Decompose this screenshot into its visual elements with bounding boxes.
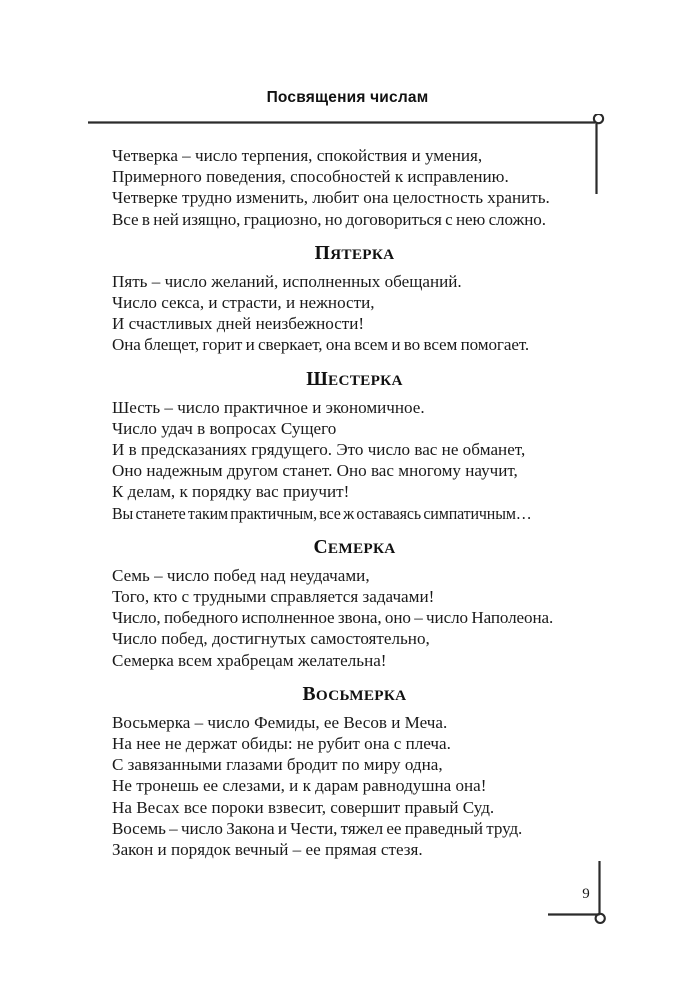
heading-initial: П: [314, 242, 331, 264]
poem-line: Шесть – число практичное и экономичное.: [112, 397, 425, 417]
page-number: 9: [582, 886, 590, 902]
stanza-chetverka: [112, 145, 597, 230]
spacer: [112, 671, 597, 678]
spacer: [112, 230, 597, 237]
heading-rest: ЕСТЕРКА: [328, 371, 403, 389]
poem-line: Пять – число желаний, исполненных обещаний.: [112, 271, 462, 291]
poem-line: Семь – число побед над неудачами,: [112, 565, 370, 585]
heading-rest: ЯТЕРКА: [330, 245, 395, 263]
poem-line: Четверка – число терпения, спокойствия и умения,: [112, 146, 483, 165]
spacer: [112, 356, 597, 363]
poem-line: Число удач в вопросах Сущего: [112, 418, 337, 438]
poem-line: Число, победного исполненное звона, оно – число Наполеона.: [112, 608, 554, 628]
poem-line: К делам, к порядку вас приучит!: [112, 482, 350, 502]
poem-line: И счастливых дней неизбежности!: [112, 314, 365, 334]
poem-line: На нее не держат обиды: не рубит она с плеча.: [112, 734, 451, 754]
poem-line: Все в ней изящно, грациозно, но договориться с нею сложно.: [112, 209, 546, 229]
stanza-pyaterka: [112, 271, 597, 356]
section-heading-semerka: [112, 537, 597, 559]
poem-line: С завязанными глазами бродит по миру одна,: [112, 755, 443, 775]
heading-rest: ЕМЕРКА: [327, 539, 396, 557]
spacer: [112, 524, 597, 531]
stanza-shesterka: [112, 397, 597, 524]
section-heading-shesterka: [112, 369, 597, 391]
poem-line: Четверке трудно изменить, любит она целостность хранить.: [112, 188, 550, 208]
heading-rest: ОСЬМЕРКА: [315, 686, 407, 704]
poem-line: Вы станете таким практичным, все ж оставаясь симпатичным…: [112, 503, 532, 523]
poem-line: Семерка всем храбрецам желательна!: [112, 650, 387, 670]
poem-line: Закон и порядок вечный – ее прямая стезя.: [112, 840, 423, 860]
poem-line: Число секса, и страсти, и нежности,: [112, 293, 375, 313]
poem-line: Восемь – число Закона и Чести, тяжел ее праведный труд.: [112, 818, 523, 838]
heading-initial: В: [302, 683, 316, 705]
bottom-ornament: [540, 855, 608, 927]
heading-initial: С: [313, 536, 328, 558]
section-heading-pyaterka: [112, 243, 597, 265]
poem-line: Того, кто с трудными справляется задачами!: [112, 587, 435, 607]
heading-initial: Ш: [306, 368, 329, 390]
poem-line: Число побед, достигнутых самостоятельно,: [112, 629, 430, 649]
section-heading-vosmerka: [112, 684, 597, 706]
poem-line: Примерного поведения, способностей к исправлению.: [112, 167, 509, 187]
poem-body: [112, 145, 597, 860]
running-head: Посвящения числам: [266, 89, 429, 106]
poem-line: Она блещет, горит и сверкает, она всем и во всем помогает.: [112, 335, 530, 355]
stanza-vosmerka: [112, 712, 597, 860]
poem-line: Не тронешь ее слезами, и к дарам равнодушна она!: [112, 776, 487, 796]
stanza-semerka: [112, 565, 597, 671]
poem-line: На Весах все пороки взвесит, совершит правый Суд.: [112, 797, 495, 817]
poem-line: Оно надежным другом станет. Оно вас многому научит,: [112, 461, 518, 481]
poem-line: И в предсказаниях грядущего. Это число вас не обманет,: [112, 440, 526, 460]
poem-line: Восьмерка – число Фемиды, ее Весов и Меча.: [112, 712, 448, 732]
